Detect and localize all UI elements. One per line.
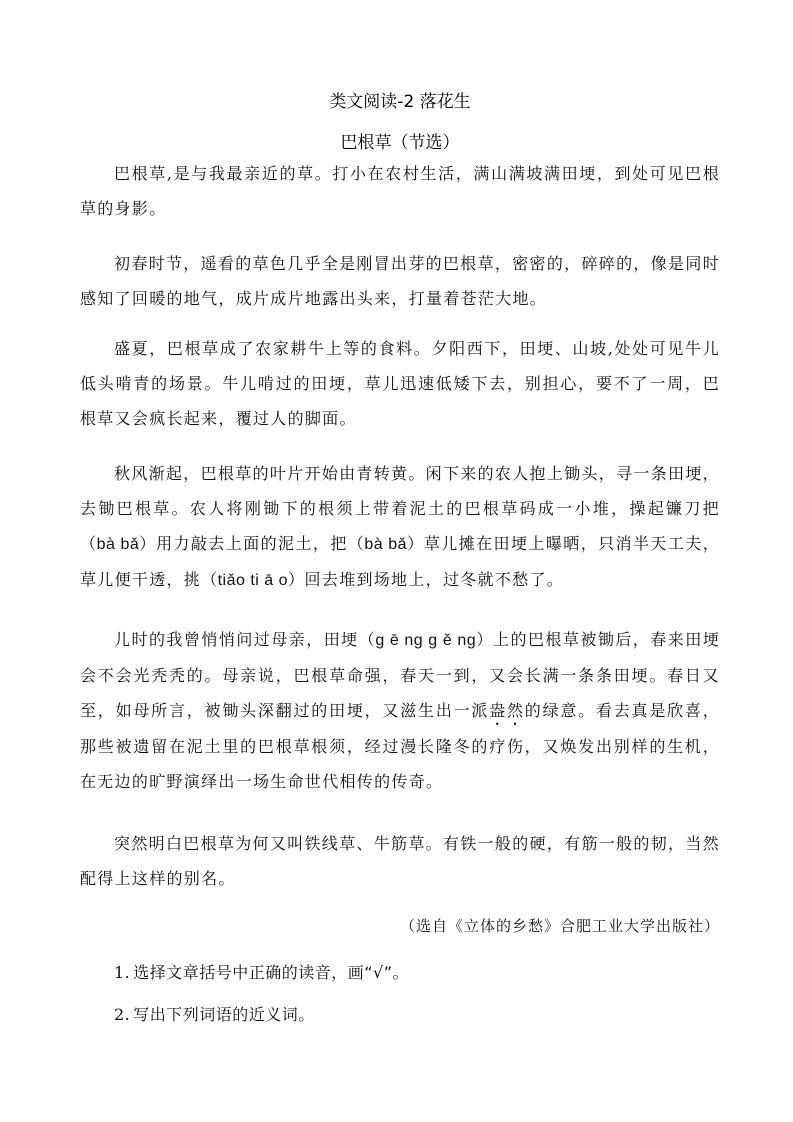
paragraph-1: 巴根草,是与我最亲近的草。打小在农村生活，满山满坡满田埂，到处可见巴根草的身影。	[80, 164, 720, 218]
paragraph-5-text: 上的巴根草被锄后，春来田埂会不会光秃秃的。母亲说，巴根草命强，春天一到，又会长满一条条田埂。春日又至，如母所言，被锄头深翻过的田埂，又滋生出一派	[80, 630, 721, 720]
paragraph-5-text: 儿时的我曾悄悄问过母亲，田埂	[114, 630, 359, 649]
question-1	[114, 960, 409, 983]
page-title: 类文阅读-2 落花生	[329, 92, 471, 112]
article-subtitle: 巴根草（节选）	[340, 133, 460, 153]
question-text: 选择文章括号中正确的读音，画“√”。	[133, 963, 410, 982]
paragraph-5	[80, 622, 720, 799]
paragraph-4-text: 回去堆到场地上，过冬就不愁了。	[304, 570, 565, 589]
paragraph-5-text: 的绿意。看去真是欣喜，那些被遗留在泥土里的巴根草根须，经过漫长隆冬的疗伤，又焕发出别样的生机，在无边的旷野演绎出一场生命世代相传的传奇。	[80, 701, 720, 791]
question-number: 2.	[114, 1005, 131, 1024]
paragraph-2: 初春时节，遥看的草色几乎全是刚冒出芽的巴根草，密密的，碎碎的，像是同时感知了回暖的地气，成片成片地露出头来，打量着苍茫大地。	[80, 254, 720, 308]
question-text: 写出下列词语的近义词。	[133, 1005, 315, 1024]
paragraph-3: 盛夏，巴根草成了农家耕牛上等的食料。夕阳西下，田埂、山坡,处处可见牛儿低头啃青的场景。牛儿啃过的田埂，草儿迅速低矮下去，别担心，要不了一周，巴根草又会疯长起来，覆过人的脚面。	[80, 339, 720, 428]
paragraph-4-text: 草儿摊在田埂上曝晒，只消半天工夫，草儿便干透，挑	[80, 534, 720, 589]
paragraph-4-text: 用力敲去上面的泥土，把	[156, 534, 348, 553]
source-citation: （选自《立体的乡愁》合肥工业大学出版社）	[399, 917, 720, 935]
pinyin-option: （g ē ng g ě ng）	[358, 632, 493, 649]
paragraph-4-text: 秋风渐起，巴根草的叶片开始由青转黄。闲下来的农人抱上锄头，寻一条田埂，去锄巴根草。农人将刚锄下的根须上带着泥土的巴根草码成一小堆，操起镰刀把	[80, 464, 720, 518]
paragraph-6: 突然明白巴根草为何又叫铁线草、牛筋草。有铁一般的硬，有筋一般的韧，当然配得上这样的别名。	[80, 834, 720, 888]
emphasized-word: 盎然	[489, 701, 525, 720]
question-number: 1.	[114, 963, 131, 982]
pinyin-option: （tiǎo ti ā o）	[201, 572, 305, 589]
pinyin-option: （bà bǎ）	[347, 536, 424, 553]
paragraph-4	[80, 456, 720, 598]
question-2	[114, 1002, 315, 1025]
pinyin-option: （bà bǎ）	[80, 536, 157, 553]
